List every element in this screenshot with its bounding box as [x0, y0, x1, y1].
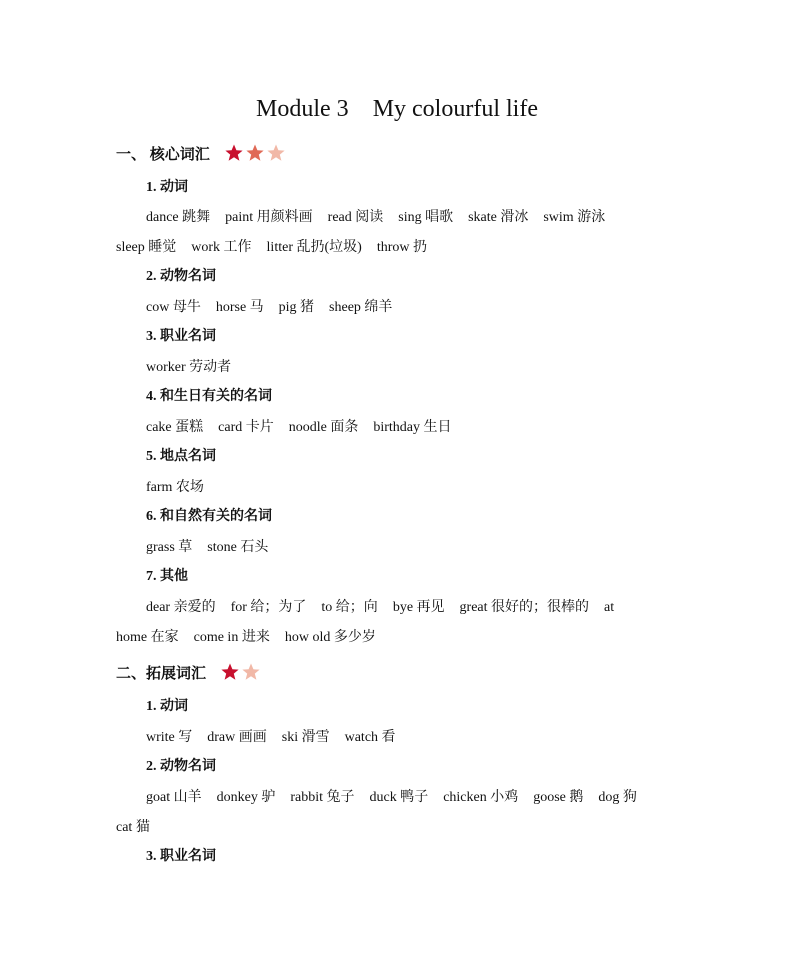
- subheading-others: 7. 其他: [146, 569, 188, 584]
- vocab-item: sleep 睡觉: [116, 240, 177, 255]
- vocab-item: litter 乱扔(垃圾): [266, 240, 362, 255]
- vocab-item: home 在家: [116, 630, 179, 645]
- subheading-job-nouns: 3. 职业名词: [146, 849, 216, 864]
- star-icon: [245, 143, 265, 163]
- vocab-item: worker 劳动者: [146, 360, 232, 375]
- vocab-item: ski 滑雪: [281, 730, 330, 745]
- vocab-item: for 给；为了: [230, 600, 307, 615]
- word-list: [146, 207, 620, 229]
- subheading-nature-nouns: 6. 和自然有关的名词: [146, 509, 272, 524]
- star-icon: [266, 143, 286, 163]
- vocab-item: at: [604, 600, 615, 615]
- vocab-item: duck 鸭子: [369, 790, 429, 805]
- section-core-vocabulary: [116, 140, 287, 166]
- word-list: [146, 357, 246, 379]
- word-list: [146, 537, 283, 559]
- vocab-item: cake 蛋糕: [146, 420, 204, 435]
- word-list: [146, 297, 407, 319]
- word-list: [116, 627, 391, 649]
- vocab-item: work 工作: [191, 240, 252, 255]
- subheading-job-nouns: 3. 职业名词: [146, 329, 216, 344]
- vocab-item: goose 鹅: [533, 790, 584, 805]
- module-name: My colourful life: [372, 96, 538, 122]
- module-number: Module 3: [256, 96, 349, 122]
- vocab-item: stone 石头: [207, 540, 269, 555]
- vocab-item: bye 再见: [392, 600, 445, 615]
- vocab-item: card 卡片: [218, 420, 274, 435]
- difficulty-rating: [220, 662, 262, 682]
- word-list: [146, 787, 652, 809]
- vocab-item: swim 游泳: [543, 210, 606, 225]
- vocab-item: birthday 生日: [373, 420, 452, 435]
- vocab-item: great 很好的；很棒的: [459, 600, 590, 615]
- star-icon: [220, 662, 240, 682]
- vocab-item: write 写: [146, 730, 193, 745]
- vocab-item: dog 狗: [598, 790, 637, 805]
- vocab-item: cat 猫: [116, 820, 150, 835]
- word-list: [146, 597, 629, 619]
- vocab-item: goat 山羊: [146, 790, 202, 805]
- word-list: [146, 727, 411, 749]
- vocab-item: draw 画画: [207, 730, 267, 745]
- star-icon: [224, 143, 244, 163]
- vocab-item: dance 跳舞: [146, 210, 211, 225]
- vocab-item: noodle 面条: [288, 420, 359, 435]
- vocab-item: read 阅读: [327, 210, 384, 225]
- word-list: [146, 477, 219, 499]
- subheading-animal-nouns: 2. 动物名词: [146, 759, 216, 774]
- vocab-item: dear 亲爱的: [146, 600, 216, 615]
- word-list: [116, 817, 165, 839]
- vocab-item: watch 看: [344, 730, 396, 745]
- vocab-item: chicken 小鸡: [443, 790, 519, 805]
- vocab-item: skate 滑冰: [468, 210, 529, 225]
- section-title: 二、拓展词汇: [116, 665, 207, 682]
- vocab-item: cow 母牛: [146, 300, 201, 315]
- section-title: 一、 核心词汇: [116, 146, 210, 163]
- subheading-place-nouns: 5. 地点名词: [146, 449, 216, 464]
- vocab-item: donkey 驴: [216, 790, 276, 805]
- vocab-item: horse 马: [215, 300, 264, 315]
- vocab-item: farm 农场: [146, 480, 204, 495]
- subheading-verbs: 1. 动词: [146, 699, 188, 714]
- subheading-birthday-nouns: 4. 和生日有关的名词: [146, 389, 272, 404]
- vocab-item: to 给；向: [321, 600, 378, 615]
- section-extended-vocabulary: [116, 659, 262, 685]
- subheading-animal-nouns: 2. 动物名词: [146, 269, 216, 284]
- vocab-item: sing 唱歌: [398, 210, 454, 225]
- vocab-item: how old 多少岁: [284, 630, 376, 645]
- vocab-item: sheep 绵羊: [329, 300, 393, 315]
- vocab-item: come in 进来: [193, 630, 270, 645]
- vocab-item: grass 草: [146, 540, 193, 555]
- star-icon: [241, 662, 261, 682]
- word-list: [146, 417, 467, 439]
- vocab-item: throw 扔: [376, 240, 427, 255]
- difficulty-rating: [224, 143, 287, 163]
- vocab-item: rabbit 兔子: [290, 790, 355, 805]
- vocab-item: pig 猪: [278, 300, 315, 315]
- subheading-verbs: 1. 动词: [146, 180, 188, 195]
- word-list: [116, 237, 442, 259]
- page-title: [0, 96, 794, 123]
- vocab-item: paint 用颜料画: [225, 210, 313, 225]
